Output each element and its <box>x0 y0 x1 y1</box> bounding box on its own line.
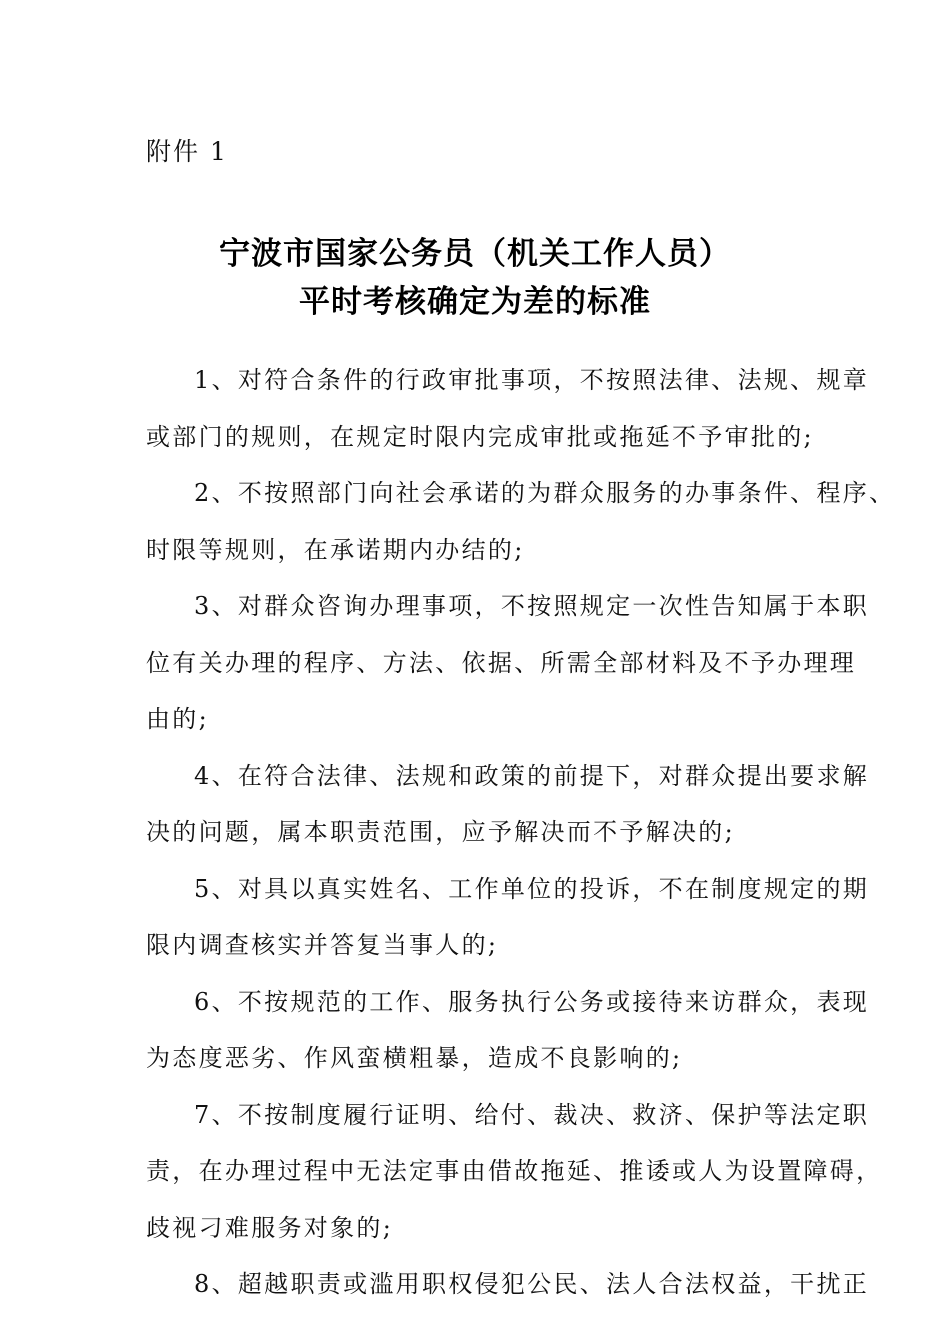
body-line: 限内调查核实并答复当事人的; <box>146 931 499 959</box>
body-line: 时限等规则，在承诺期内办结的; <box>146 535 525 564</box>
document-title-line-2: 平时考核确定为差的标准 <box>299 284 651 320</box>
document-body <box>146 352 896 1313</box>
body-line: 3、对群众咨询办理事项，不按照规定一次性告知属于本职 <box>194 592 870 620</box>
body-line: 8、超越职责或滥用职权侵犯公民、法人合法权益，干扰正 <box>194 1270 870 1298</box>
body-line: 为态度恶劣、作风蛮横粗暴，造成不良影响的; <box>146 1044 683 1072</box>
body-line: 7、不按制度履行证明、给付、裁决、救济、保护等法定职 <box>194 1100 870 1129</box>
body-line: 由的; <box>146 705 209 733</box>
body-line: 决的问题，属本职责范围，应予解决而不予解决的; <box>146 818 735 846</box>
body-line: 6、不按规范的工作、服务执行公务或接待来访群众，表现 <box>194 987 870 1016</box>
body-line: 5、对具以真实姓名、工作单位的投诉，不在制度规定的期 <box>194 874 870 903</box>
body-line: 责，在办理过程中无法定事由借故拖延、推诿或人为设置障碍， <box>146 1157 883 1185</box>
body-line: 2、不按照部门向社会承诺的为群众服务的办事条件、程序、 <box>194 479 896 507</box>
body-line: 1、对符合条件的行政审批事项，不按照法律、法规、规章 <box>194 366 870 394</box>
body-line: 歧视刁难服务对象的; <box>146 1213 394 1242</box>
document-title-line-1: 宁波市国家公务员（机关工作人员） <box>219 236 731 272</box>
attachment-label: 附件 1 <box>146 137 228 166</box>
body-line: 位有关办理的程序、方法、依据、所需全部材料及不予办理理 <box>146 648 857 677</box>
body-line: 或部门的规则，在规定时限内完成审批或拖延不予审批的; <box>146 422 814 451</box>
body-line: 4、在符合法律、法规和政策的前提下，对群众提出要求解 <box>194 761 870 790</box>
